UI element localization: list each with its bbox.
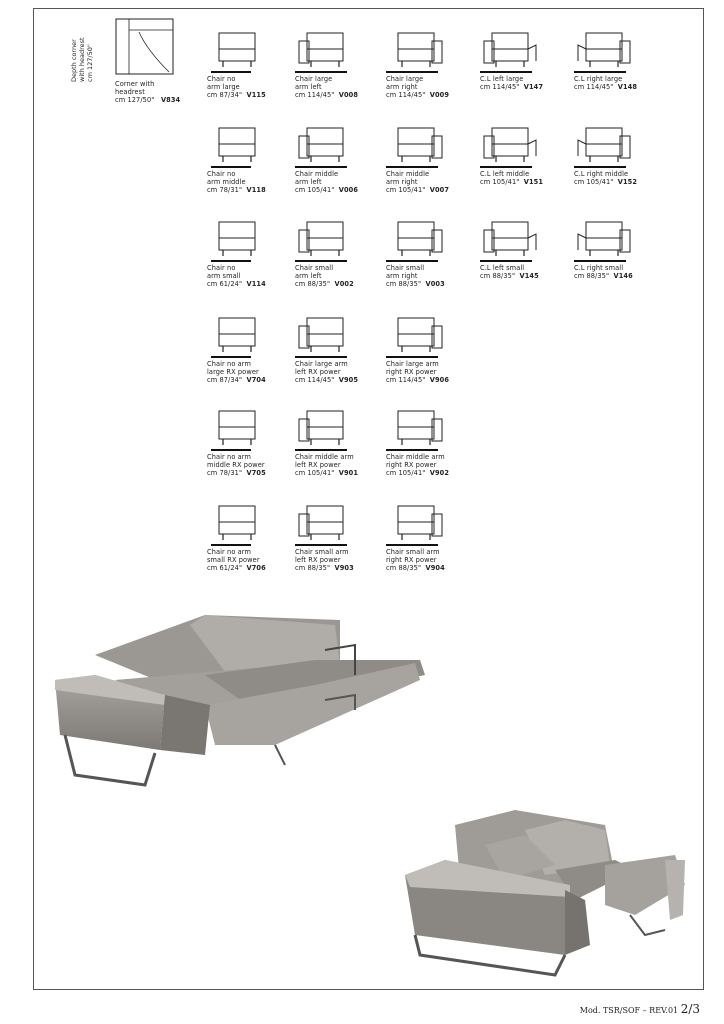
module-v904	[386, 500, 496, 573]
module-label: Chair no arm	[207, 548, 252, 556]
module-drawing-icon	[207, 405, 267, 447]
module-width-bar	[480, 71, 532, 73]
module-drawing-icon	[480, 122, 540, 164]
module-label: arm right	[386, 83, 418, 92]
module-code: V902	[429, 469, 450, 478]
module-code: V904	[425, 564, 445, 573]
module-size: cm 105/41"	[574, 178, 614, 187]
module-label: Chair no	[207, 75, 236, 83]
module-label: arm left	[295, 272, 322, 281]
module-label: Chair middle	[295, 170, 339, 178]
module-drawing-icon	[386, 500, 446, 542]
module-code: V906	[429, 376, 450, 385]
module-code: V002	[334, 280, 354, 289]
module-v902	[386, 405, 496, 478]
module-drawing-icon	[207, 27, 267, 69]
module-width-bar	[386, 544, 438, 546]
module-drawing-icon	[386, 216, 446, 258]
module-v152	[574, 122, 684, 186]
module-size: cm 61/24"	[207, 564, 243, 573]
module-width-bar	[295, 544, 347, 546]
module-label: Chair no arm	[207, 360, 252, 368]
module-label: Chair small	[295, 264, 334, 272]
module-code: V007	[429, 186, 450, 195]
module-drawing-icon	[480, 216, 540, 258]
module-label: Chair middle arm	[386, 453, 445, 461]
module-width-bar	[211, 166, 251, 168]
module-code: V903	[334, 564, 354, 573]
module-drawing-icon	[295, 27, 355, 69]
module-v146	[574, 216, 684, 280]
module-width-bar	[386, 166, 438, 168]
module-width-bar	[295, 166, 347, 168]
module-label: right RX power	[386, 368, 437, 377]
module-width-bar	[211, 71, 251, 73]
module-drawing-icon	[574, 27, 634, 69]
module-label: arm left	[295, 83, 322, 92]
module-label: left RX power	[295, 461, 341, 470]
module-label: Chair no	[207, 170, 236, 178]
module-code: V152	[617, 178, 638, 187]
corner-depth-caption: Depth corner with headrest cm 127/50"	[70, 37, 94, 82]
module-drawing-icon	[207, 312, 267, 354]
module-code: V705	[246, 469, 266, 478]
module-size: cm 88/35"	[480, 272, 516, 281]
module-label: arm right	[386, 272, 418, 281]
sofa-photo-secondary	[405, 805, 695, 985]
module-code: V115	[246, 91, 266, 100]
module-label: C.L right large	[574, 75, 623, 83]
module-label: C.L left small	[480, 264, 525, 272]
module-label: C.L right small	[574, 264, 624, 272]
module-label: Chair no arm	[207, 453, 252, 461]
module-width-bar	[574, 166, 626, 168]
module-code: V704	[246, 376, 266, 385]
module-width-bar	[211, 356, 251, 358]
module-size: cm 105/41"	[386, 186, 426, 195]
module-label: Chair middle	[386, 170, 430, 178]
module-label: arm left	[295, 178, 322, 187]
module-label: Chair middle arm	[295, 453, 354, 461]
module-v148	[574, 27, 684, 91]
module-size: cm 88/35"	[386, 280, 422, 289]
module-size: cm 114/45"	[480, 83, 520, 92]
module-label: Chair large	[386, 75, 424, 83]
module-size: cm 78/31"	[207, 469, 243, 478]
module-size: cm 61/24"	[207, 280, 243, 289]
module-width-bar	[295, 449, 347, 451]
module-width-bar	[295, 71, 347, 73]
module-drawing-icon	[480, 27, 540, 69]
module-label: Chair large arm	[295, 360, 348, 368]
module-size: cm 105/41"	[480, 178, 520, 187]
module-code: V146	[613, 272, 633, 281]
corner-size: cm 127/50"	[115, 96, 155, 105]
module-width-bar	[386, 71, 438, 73]
module-drawing-icon	[207, 216, 267, 258]
module-width-bar	[480, 260, 532, 262]
module-code: V009	[429, 91, 450, 100]
sofa-photo-main	[55, 605, 440, 790]
module-code: V151	[523, 178, 544, 187]
module-width-bar	[211, 260, 251, 262]
module-drawing-icon	[386, 27, 446, 69]
module-label: left RX power	[295, 368, 341, 377]
module-size: cm 87/34"	[207, 376, 243, 385]
module-drawing-icon	[295, 216, 355, 258]
module-code: V118	[246, 186, 266, 195]
page-number: 2/3	[680, 1002, 700, 1016]
module-drawing-icon	[295, 312, 355, 354]
module-code: V706	[246, 564, 266, 573]
module-code: V145	[519, 272, 539, 281]
module-drawing-icon	[386, 122, 446, 164]
module-label: middle RX power	[207, 461, 265, 470]
module-drawing-icon	[207, 500, 267, 542]
module-width-bar	[295, 356, 347, 358]
corner-label-2: headrest	[115, 88, 145, 97]
module-width-bar	[480, 166, 532, 168]
module-drawing-icon	[386, 405, 446, 447]
module-label: arm right	[386, 178, 418, 187]
module-drawing-icon	[207, 122, 267, 164]
module-width-bar	[295, 260, 347, 262]
module-label: large RX power	[207, 368, 259, 377]
module-label: Chair small arm	[295, 548, 349, 556]
corner-label-1: Corner with	[115, 80, 155, 88]
page-footer	[580, 1002, 700, 1016]
module-size: cm 105/41"	[295, 186, 335, 195]
module-width-bar	[386, 260, 438, 262]
module-drawing-icon	[295, 405, 355, 447]
module-code: V901	[338, 469, 359, 478]
module-size: cm 88/35"	[295, 564, 331, 573]
module-size: cm 114/45"	[295, 91, 335, 100]
module-size: cm 114/45"	[386, 91, 426, 100]
module-size: cm 87/34"	[207, 91, 243, 100]
module-code: V147	[523, 83, 544, 92]
module-width-bar	[574, 71, 626, 73]
module-size: cm 114/45"	[386, 376, 426, 385]
module-code: V148	[617, 83, 638, 92]
module-label: arm small	[207, 272, 241, 281]
module-label: arm middle	[207, 178, 246, 187]
module-code: V008	[338, 91, 359, 100]
module-size: cm 105/41"	[386, 469, 426, 478]
module-code: V003	[425, 280, 445, 289]
module-size: cm 88/35"	[574, 272, 610, 281]
module-label: small RX power	[207, 556, 260, 565]
module-v906	[386, 312, 496, 385]
corner-drawing-icon	[115, 18, 175, 76]
module-code: V905	[338, 376, 359, 385]
module-size: cm 88/35"	[295, 280, 331, 289]
module-code: V006	[338, 186, 359, 195]
module-code: V114	[246, 280, 266, 289]
corner-code: V834	[160, 96, 181, 105]
module-drawing-icon	[386, 312, 446, 354]
module-label: Chair small	[386, 264, 425, 272]
module-label: Chair large arm	[386, 360, 439, 368]
module-size: cm 114/45"	[574, 83, 614, 92]
module-drawing-icon	[295, 500, 355, 542]
module-label: left RX power	[295, 556, 341, 565]
module-size: cm 114/45"	[295, 376, 335, 385]
module-width-bar	[211, 449, 251, 451]
module-width-bar	[574, 260, 626, 262]
module-label: arm large	[207, 83, 240, 92]
footer-model: Mod. TSR/SOF – REV.01	[579, 1006, 679, 1015]
module-drawing-icon	[574, 216, 634, 258]
module-drawing-icon	[574, 122, 634, 164]
module-size: cm 78/31"	[207, 186, 243, 195]
module-label: right RX power	[386, 461, 437, 470]
module-width-bar	[211, 544, 251, 546]
module-label: C.L left large	[480, 75, 524, 83]
module-label: C.L right middle	[574, 170, 629, 178]
module-drawing-icon	[295, 122, 355, 164]
module-label: C.L left middle	[480, 170, 530, 178]
module-size: cm 105/41"	[295, 469, 335, 478]
module-size: cm 88/35"	[386, 564, 422, 573]
module-label: Chair small arm	[386, 548, 440, 556]
module-label: right RX power	[386, 556, 437, 565]
module-width-bar	[386, 356, 438, 358]
module-label: Chair large	[295, 75, 333, 83]
module-width-bar	[386, 449, 438, 451]
module-label: Chair no	[207, 264, 236, 272]
